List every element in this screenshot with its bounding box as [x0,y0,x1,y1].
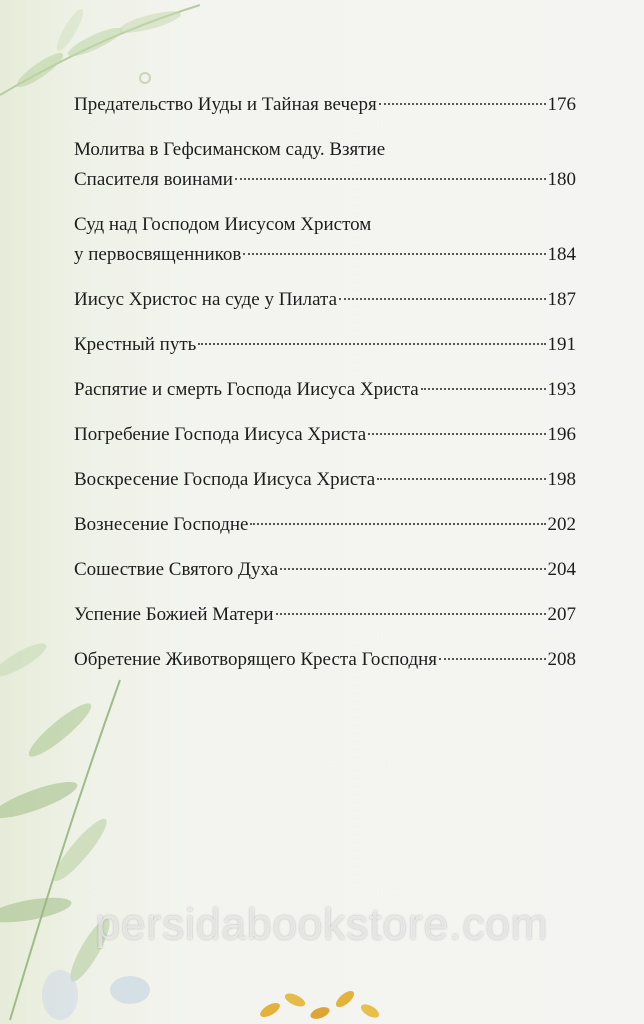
toc-entry[interactable] [74,285,576,315]
toc-entry-title: Распятие и смерть Господа Иисуса Христа [74,379,419,400]
toc-leader-dots [377,478,545,480]
toc-page-number: 204 [547,559,576,580]
toc-entry-title-line1: Суд над Господом Иисусом Христом [74,214,372,235]
toc-page-number: 176 [547,94,576,115]
toc-leader-dots [339,298,545,300]
toc-leader-dots [439,658,545,660]
toc-page-number: 198 [547,469,576,490]
table-of-contents [74,90,576,690]
toc-page-number: 187 [547,289,576,310]
toc-leader-dots [379,103,546,105]
toc-page-number: 202 [547,514,576,535]
toc-leader-dots [280,568,545,570]
toc-entry[interactable] [74,510,576,540]
toc-page-number: 180 [547,169,576,190]
toc-entry-title: Крестный путь [74,334,197,355]
toc-page-number: 207 [547,604,576,625]
toc-page-number: 196 [547,424,576,445]
toc-leader-dots [276,613,546,615]
toc-leader-dots [243,253,545,255]
toc-entry-title: Обретение Животворящего Креста Господня [74,649,438,670]
toc-entry-title: Воскресение Господа Иисуса Христа [74,469,376,490]
toc-page-number: 184 [547,244,576,265]
toc-entry-title: Успение Божией Матери [74,604,274,625]
toc-entry-title: у первосвященников [74,244,242,265]
toc-entry[interactable] [74,465,576,495]
toc-entry[interactable] [74,90,576,120]
toc-entry[interactable] [74,555,576,585]
toc-leader-dots [198,343,545,345]
toc-entry[interactable] [74,210,576,270]
toc-entry-title: Погребение Господа Иисуса Христа [74,424,367,445]
toc-entry[interactable] [74,330,576,360]
toc-leader-dots [421,388,546,390]
watermark-text: persidabookstore.com [95,900,549,949]
toc-entry-title: Сошествие Святого Духа [74,559,279,580]
toc-page-number: 193 [547,379,576,400]
toc-entry-title: Вознесение Господне [74,514,249,535]
toc-entry-title-line1: Молитва в Гефсиманском саду. Взятие [74,139,386,160]
toc-entry[interactable] [74,135,576,195]
gold-leaves-icon [250,985,390,1024]
toc-entry[interactable] [74,420,576,450]
toc-page-number: 191 [547,334,576,355]
toc-leader-dots [250,523,545,525]
toc-page-number: 208 [547,649,576,670]
toc-entry[interactable] [74,645,576,675]
toc-entry[interactable] [74,375,576,405]
toc-leader-dots [368,433,545,435]
toc-entry[interactable] [74,600,576,630]
toc-leader-dots [235,178,546,180]
toc-entry-title: Иисус Христос на суде у Пилата [74,289,338,310]
toc-entry-title: Предательство Иуды и Тайная вечеря [74,94,377,115]
toc-entry-title: Спасителя воинами [74,169,233,190]
